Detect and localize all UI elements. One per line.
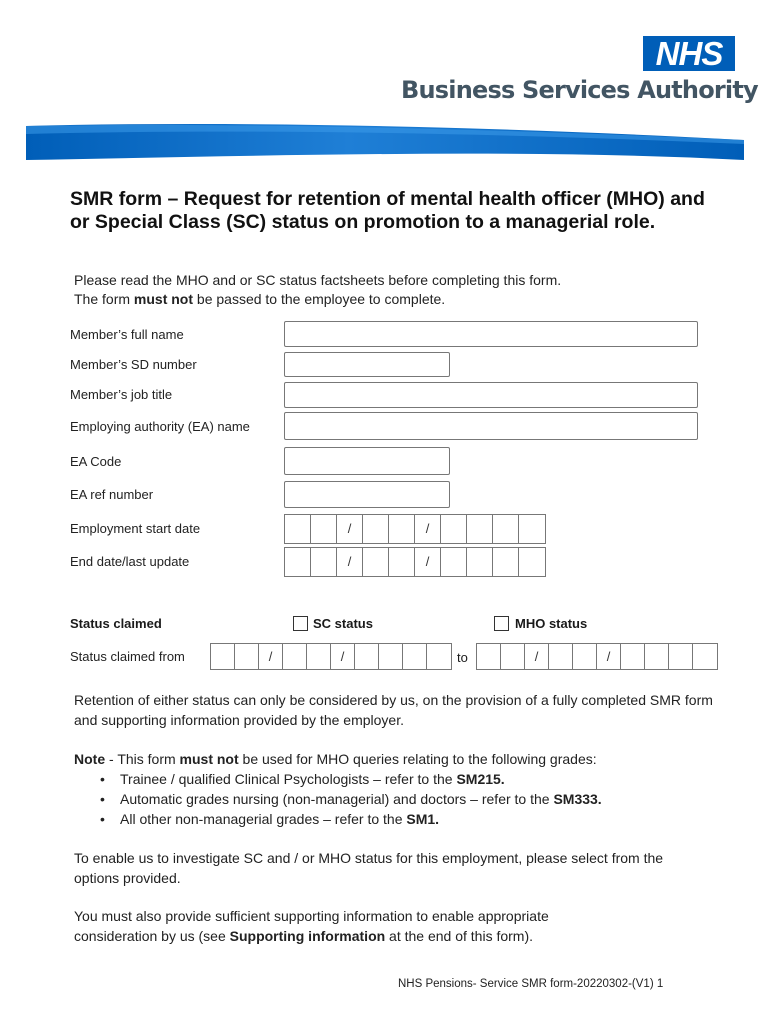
- list-item: • Trainee / qualified Clinical Psychologists – refer to the SM215.: [100, 769, 602, 789]
- date-cell[interactable]: [501, 644, 525, 669]
- list-item: • All other non-managerial grades – refer to the SM1.: [100, 809, 602, 829]
- start-date-label: Employment start date: [70, 521, 201, 536]
- retention-paragraph: Retention of either status can only be considered by us, on the provision of a fully completed SMR form and supporting information provided by the employer.: [74, 692, 713, 728]
- status-from-date-field[interactable]: [210, 643, 452, 670]
- supporting-info-paragraph: You must also provide sufficient supporting information to enable appropriate consideration by us (see Supporting information at the end of this form).: [74, 908, 549, 944]
- status-claimed-label: Status claimed: [70, 616, 162, 631]
- date-cell[interactable]: [621, 644, 645, 669]
- date-cell[interactable]: [441, 548, 467, 576]
- job-title-label: Member’s job title: [70, 387, 173, 402]
- ea-name-field[interactable]: [284, 412, 698, 440]
- start-date-field[interactable]: [284, 514, 546, 544]
- date-cell[interactable]: [363, 548, 389, 576]
- date-cell[interactable]: [693, 644, 717, 669]
- end-date-field[interactable]: [284, 547, 546, 577]
- date-cell[interactable]: [519, 515, 545, 543]
- mho-status-checkbox[interactable]: [494, 616, 509, 631]
- form-intro: [74, 271, 561, 309]
- ea-code-field[interactable]: [284, 447, 450, 475]
- date-cell[interactable]: [427, 644, 451, 669]
- note-paragraph: Note - This form must not be used for MHO queries relating to the following grades:: [74, 751, 597, 767]
- date-cell[interactable]: [467, 515, 493, 543]
- date-cell[interactable]: [211, 644, 235, 669]
- page-footer: NHS Pensions- Service SMR form-20220302-(V1) 1: [398, 978, 664, 990]
- ea-name-label: Employing authority (EA) name: [70, 419, 250, 434]
- date-separator: /: [415, 515, 441, 543]
- date-separator: /: [597, 644, 621, 669]
- status-claimed-from-label: Status claimed from: [70, 649, 185, 664]
- date-separator: /: [259, 644, 283, 669]
- date-cell[interactable]: [389, 548, 415, 576]
- date-separator: /: [525, 644, 549, 669]
- date-cell[interactable]: [307, 644, 331, 669]
- ea-ref-field[interactable]: [284, 481, 450, 508]
- full-name-label: Member’s full name: [70, 327, 184, 342]
- date-cell[interactable]: [285, 515, 311, 543]
- form-title: SMR form – Request for retention of mental health officer (MHO) and or Special Class (SC) status on promotion to a managerial role.: [70, 188, 705, 233]
- date-separator: /: [337, 548, 363, 576]
- sd-number-field[interactable]: [284, 352, 450, 377]
- full-name-field[interactable]: [284, 321, 698, 347]
- header-swoosh-graphic: [0, 118, 770, 168]
- date-cell[interactable]: [363, 515, 389, 543]
- job-title-field[interactable]: [284, 382, 698, 408]
- date-cell[interactable]: [549, 644, 573, 669]
- date-cell[interactable]: [493, 515, 519, 543]
- sc-status-label: SC status: [313, 616, 373, 631]
- intro-line-2: The form must not be passed to the employee to complete.: [74, 291, 446, 307]
- date-cell[interactable]: [573, 644, 597, 669]
- date-cell[interactable]: [389, 515, 415, 543]
- date-separator: /: [331, 644, 355, 669]
- date-cell[interactable]: [467, 548, 493, 576]
- sd-number-label: Member’s SD number: [70, 357, 197, 372]
- date-cell[interactable]: [311, 548, 337, 576]
- date-cell[interactable]: [285, 548, 311, 576]
- ea-code-label: EA Code: [70, 454, 122, 469]
- business-services-authority-logo-text: Business Services Authority: [401, 76, 758, 104]
- date-cell[interactable]: [403, 644, 427, 669]
- ea-ref-label: EA ref number: [70, 487, 154, 502]
- investigate-paragraph: To enable us to investigate SC and / or MHO status for this employment, please select from the options provided.: [74, 850, 664, 886]
- excluded-grades-list: [100, 769, 602, 829]
- date-cell[interactable]: [493, 548, 519, 576]
- date-cell[interactable]: [283, 644, 307, 669]
- list-item: • Automatic grades nursing (non-managerial) and doctors – refer to the SM333.: [100, 789, 602, 809]
- end-date-label: End date/last update: [70, 554, 190, 569]
- date-cell[interactable]: [379, 644, 403, 669]
- date-separator: /: [337, 515, 363, 543]
- date-cell[interactable]: [235, 644, 259, 669]
- date-cell[interactable]: [311, 515, 337, 543]
- date-cell[interactable]: [669, 644, 693, 669]
- date-cell[interactable]: [645, 644, 669, 669]
- status-to-label: to: [457, 650, 468, 665]
- mho-status-label: MHO status: [515, 616, 588, 631]
- nhs-logo: NHS: [643, 36, 735, 71]
- status-to-date-field[interactable]: [476, 643, 718, 670]
- intro-line-1: Please read the MHO and or SC status factsheets before completing this form.: [74, 272, 562, 288]
- sc-status-checkbox[interactable]: [293, 616, 308, 631]
- date-cell[interactable]: [519, 548, 545, 576]
- date-separator: /: [415, 548, 441, 576]
- date-cell[interactable]: [441, 515, 467, 543]
- date-cell[interactable]: [355, 644, 379, 669]
- date-cell[interactable]: [477, 644, 501, 669]
